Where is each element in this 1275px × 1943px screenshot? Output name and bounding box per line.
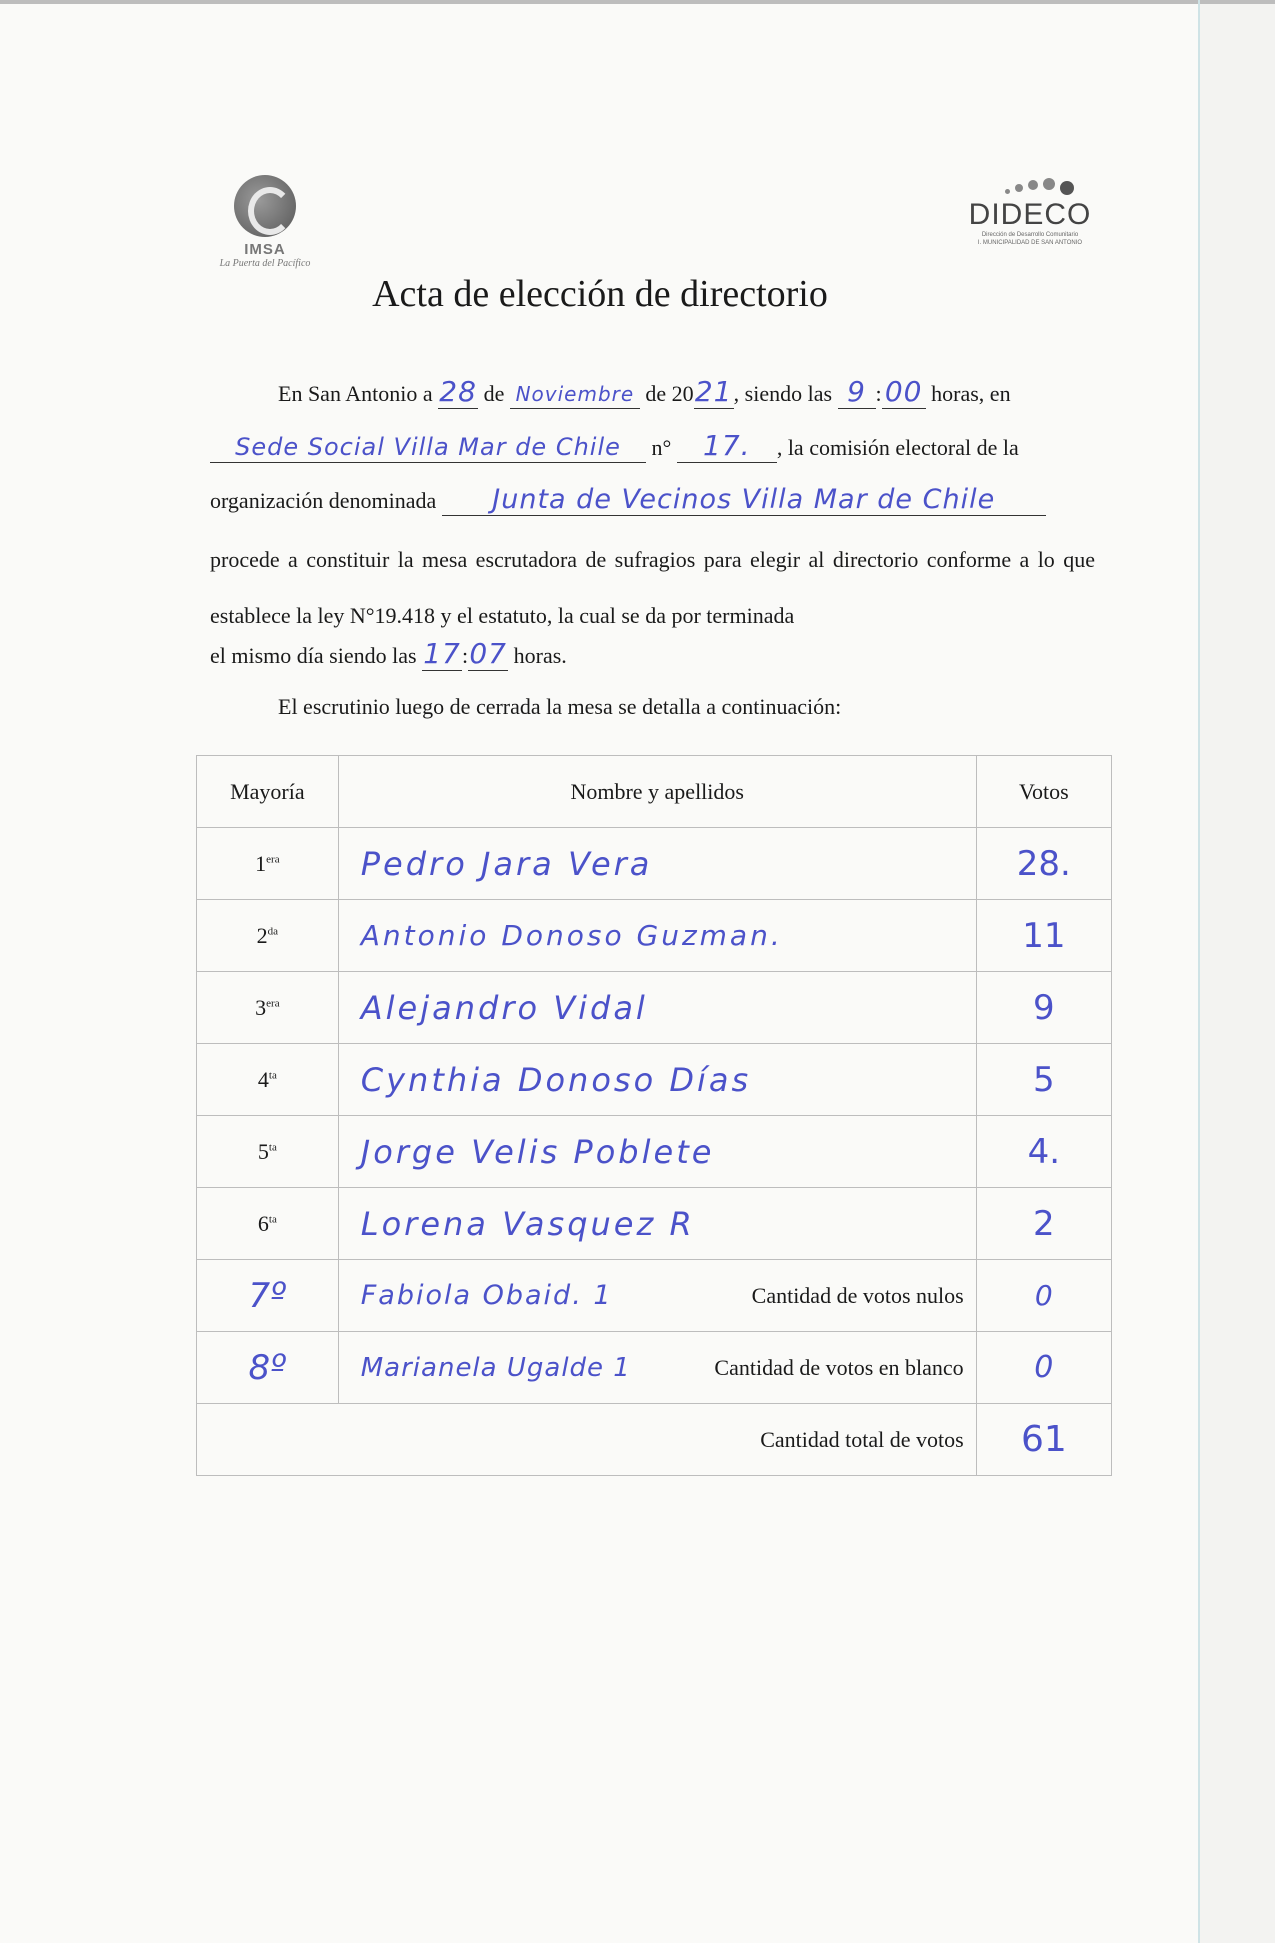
start-hour-field: 9 (838, 378, 876, 409)
intro-line-1: En San Antonio a 28 de Noviembre de 2021, siendo las 9 : 00 horas, en (278, 375, 1011, 408)
year-field: 21 (694, 375, 733, 408)
header-name: Nombre y apellidos (339, 755, 977, 828)
day-field: 28 (439, 375, 477, 408)
scan-top-edge (0, 0, 1275, 4)
table-header-row (196, 755, 1112, 828)
rank-cell: 7º (196, 1260, 339, 1332)
votes-cell: 2 (977, 1188, 1112, 1260)
results-table (196, 755, 1112, 1476)
intro-text: n° (651, 435, 672, 460)
imsa-logo-name: IMSA (244, 241, 286, 258)
imsa-logo-tagline: La Puerta del Pacífico (219, 258, 311, 269)
organization-field: Junta de Vecinos Villa Mar de Chile (442, 486, 1046, 516)
rank-cell: $5^{ta}$ (196, 1116, 339, 1188)
name-cell: Fabiola Obaid. 1 Cantidad de votos nulos (339, 1260, 977, 1332)
dideco-logo-name: DIDECO (968, 198, 1092, 231)
votes-cell: 5 (977, 1044, 1112, 1116)
rank-cell: $3^{era}$ (196, 972, 339, 1044)
rank-cell: $6^{ta}$ (196, 1188, 339, 1260)
name-cell: Pedro Jara Vera (339, 828, 977, 900)
rank-cell: 8º (196, 1332, 339, 1404)
table-row (196, 1116, 1112, 1188)
intro-text: , la comisión electoral de la (776, 435, 1019, 460)
votes-cell: 4. (977, 1116, 1112, 1188)
number-field: 17. (677, 432, 777, 463)
dideco-logo (965, 175, 1095, 255)
table-row (196, 1044, 1112, 1116)
rank-cell: $2^{da}$ (196, 900, 339, 972)
null-votes-label: Cantidad de votos nulos (751, 1282, 964, 1308)
table-row (196, 972, 1112, 1044)
document-title: Acta de elección de directorio (372, 273, 828, 315)
blank-votes-value: 0 (977, 1332, 1112, 1404)
null-votes-value: 0 (977, 1260, 1112, 1332)
rank-cell: $1^{era}$ (196, 828, 339, 900)
header-rank: Mayoría (196, 755, 339, 828)
intro-text: , siendo las (733, 381, 833, 406)
votes-cell: 28. (977, 828, 1112, 900)
total-votes-label: Cantidad total de votos (196, 1404, 977, 1476)
name-cell: Lorena Vasquez R (339, 1188, 977, 1260)
dideco-logo-tagline-2: I. MUNICIPALIDAD DE SAN ANTONIO (977, 240, 1083, 246)
intro-line-2 (210, 429, 1095, 488)
votes-cell: 11 (977, 900, 1112, 972)
month-field: Noviembre (510, 380, 640, 409)
intro-text: organización denominada (210, 488, 437, 513)
table-row-null-votes (196, 1260, 1112, 1332)
name-cell: Antonio Donoso Guzman. (339, 900, 977, 972)
end-minute-field: 07 (469, 637, 507, 670)
imsa-emblem-icon (234, 175, 296, 237)
header-votes: Votos (977, 755, 1112, 828)
intro-text: de (483, 381, 505, 406)
start-minute-field: 00 (882, 378, 926, 409)
intro-body: procede a constituir la mesa escrutadora de sufragios para elegir al directorio conforme a lo que establece la ley N°19.418 y el estatuto, la cual se da por terminada (210, 547, 1095, 628)
scrutiny-intro: El escrutinio luego de cerrada la mesa se detalla a continuación: (278, 694, 842, 719)
name-cell: Alejandro Vidal (339, 972, 977, 1044)
name-cell: Marianela Ugalde 1 Cantidad de votos en blanco (339, 1332, 977, 1404)
rank-cell: $4^{ta}$ (196, 1044, 339, 1116)
dideco-dots-icon (965, 175, 1095, 199)
table-row (196, 900, 1112, 972)
table-row (196, 1188, 1112, 1260)
blank-votes-label: Cantidad de votos en blanco (714, 1354, 964, 1380)
intro-text: horas. (513, 643, 567, 668)
intro-text: de 20 (645, 381, 694, 406)
intro-text: En San Antonio a (278, 381, 433, 406)
imsa-logo (205, 165, 325, 275)
intro-line-end: el mismo día siendo las 17:07 horas. (210, 637, 567, 670)
table-row-total (196, 1404, 1112, 1476)
dideco-logo-tagline-1: Dirección de Desarrollo Comunitario (981, 232, 1079, 238)
total-votes-value: 61 (977, 1404, 1112, 1476)
name-cell: Cynthia Donoso Días (339, 1044, 977, 1116)
end-hour-field: 17 (423, 637, 461, 670)
votes-cell: 9 (977, 972, 1112, 1044)
table-row-blank-votes (196, 1332, 1112, 1404)
intro-text: horas, en (931, 381, 1011, 406)
place-field: Sede Social Villa Mar de Chile (210, 433, 646, 463)
intro-text: el mismo día siendo las (210, 643, 417, 668)
name-cell: Jorge Velis Poblete (339, 1116, 977, 1188)
table-row (196, 828, 1112, 900)
